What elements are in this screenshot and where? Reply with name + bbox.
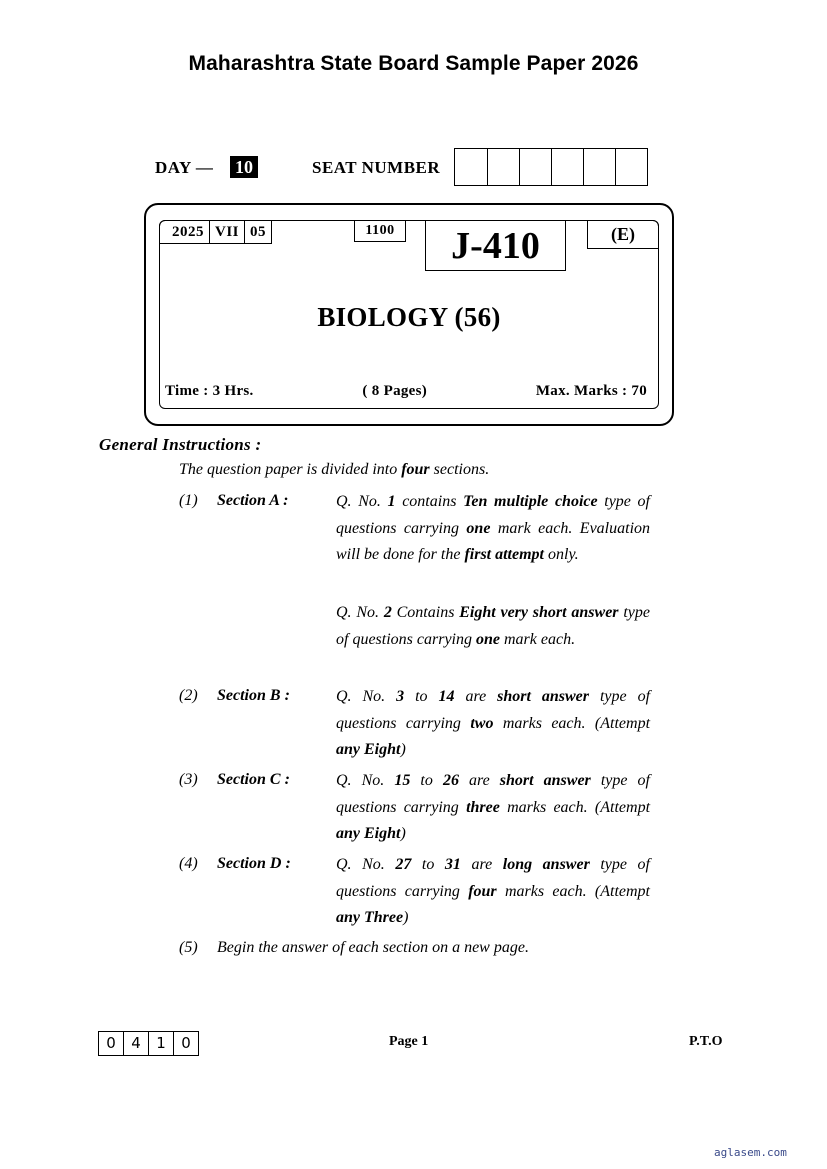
paper-code-box: J-410 — [425, 220, 566, 271]
emphasis-text: 14 — [438, 688, 455, 705]
emphasis-text: 15 — [394, 772, 411, 789]
page-title: Maharashtra State Board Sample Paper 2026 — [188, 52, 639, 75]
watermark-link[interactable]: aglasem.com — [714, 1146, 787, 1159]
text-run: type of questions carrying — [336, 493, 651, 537]
code-year: 2025 — [172, 224, 204, 240]
text-run: marks each. (Attempt — [499, 798, 651, 816]
text-run: Q. No. — [336, 493, 388, 510]
item-number: (5) — [179, 939, 198, 956]
emphasis-text: 31 — [444, 856, 461, 873]
emphasis-text: 1 — [387, 493, 396, 510]
day-number-badge: 10 — [230, 156, 258, 178]
section-label: Section D : — [217, 855, 291, 872]
code-day: 05 — [244, 221, 271, 243]
section-label: Section C : — [217, 771, 290, 788]
text-run: mark each. Evaluation will be done for the — [336, 519, 651, 563]
text-run: type of questions carrying — [336, 688, 651, 732]
text-run: ) — [400, 741, 406, 758]
text-run: only. — [544, 546, 579, 563]
emphasis-text: two — [470, 714, 494, 732]
emphasis-text: 26 — [442, 772, 459, 789]
text-run: contains — [395, 493, 464, 510]
text-run: Q. No. — [336, 604, 384, 621]
text-run: Q. No. — [336, 772, 395, 789]
section-a-part-2 — [336, 600, 650, 653]
text-run: ) — [403, 909, 409, 926]
please-turn-over: P.T.O — [689, 1034, 723, 1049]
text-run: mark each. — [500, 630, 576, 648]
intro-text-end: sections. — [429, 461, 490, 478]
emphasis-text: three — [466, 798, 500, 816]
exam-code-cells — [159, 220, 272, 244]
item-number: (4) — [179, 855, 198, 872]
seat-number-label: SEAT NUMBER — [312, 158, 441, 177]
intro-bold: four — [401, 461, 430, 478]
seat-number-box[interactable] — [455, 149, 487, 185]
emphasis-text: 27 — [395, 856, 412, 873]
text-run: Q. No. — [336, 856, 396, 873]
medium-box: (E) — [587, 220, 659, 249]
emphasis-text: any Three — [336, 909, 404, 926]
text-run: Contains — [391, 604, 460, 621]
text-run: are — [458, 772, 500, 789]
emphasis-text: short answer — [497, 688, 590, 705]
emphasis-text: any Eight — [336, 741, 401, 758]
final-instruction: Begin the answer of each section on a new page. — [217, 939, 529, 956]
emphasis-text: 2 — [383, 604, 392, 621]
text-run: type of questions carrying — [336, 856, 651, 900]
section-label: Section A : — [217, 492, 289, 509]
text-run: ) — [400, 825, 406, 842]
emphasis-text: 3 — [396, 688, 405, 705]
seat-number-box[interactable] — [583, 149, 615, 185]
section-label: Section B : — [217, 687, 290, 704]
text-run: type of questions carrying — [336, 604, 650, 648]
time-duration: Time : 3 Hrs. — [165, 383, 254, 399]
section-a-part-1 — [336, 489, 650, 569]
emphasis-text: Ten multiple choice — [463, 493, 598, 510]
page-number: Page 1 — [389, 1034, 429, 1049]
day-label: DAY — — [155, 158, 214, 177]
seat-number-box[interactable] — [487, 149, 519, 185]
item-number: (1) — [179, 492, 198, 509]
emphasis-text: one — [476, 630, 500, 648]
instructions-intro — [179, 461, 489, 479]
footer-code-boxes — [98, 1031, 199, 1056]
section-d-description — [336, 852, 650, 932]
seat-number-box[interactable] — [615, 149, 647, 185]
seat-number-box[interactable] — [551, 149, 583, 185]
emphasis-text: any Eight — [336, 825, 401, 842]
max-marks: Max. Marks : 70 — [535, 383, 647, 399]
subject-title: BIOLOGY (56) — [317, 302, 501, 332]
item-number: (3) — [179, 771, 198, 788]
footer-code-digit: 1 — [148, 1032, 173, 1055]
intro-text: The question paper is divided into — [179, 461, 402, 478]
text-run: marks each. (Attempt — [493, 714, 651, 732]
text-run: Q. No. — [336, 688, 397, 705]
page-count: ( 8 Pages) — [362, 383, 428, 399]
code-month: VII — [209, 221, 244, 243]
text-run: to — [411, 856, 445, 873]
text-run: to — [404, 688, 439, 705]
emphasis-text: first attempt — [464, 546, 544, 563]
seat-number-box[interactable] — [519, 149, 551, 185]
text-run: are — [454, 688, 498, 705]
text-run: type of questions carrying — [336, 772, 650, 816]
section-c-description — [336, 768, 650, 848]
time-code-box: 1100 — [354, 220, 406, 242]
emphasis-text: one — [466, 519, 491, 537]
text-run: marks each. (Attempt — [496, 882, 651, 900]
text-run: to — [410, 772, 443, 789]
emphasis-text: long answer — [502, 856, 590, 873]
section-b-description — [336, 684, 650, 764]
emphasis-text: short answer — [499, 772, 591, 789]
text-run: are — [460, 856, 503, 873]
emphasis-text: four — [468, 882, 497, 900]
general-instructions-heading: General Instructions : — [99, 435, 262, 454]
seat-number-boxes — [454, 148, 648, 186]
footer-code-digit: 0 — [106, 1034, 116, 1052]
exam-meta-row — [165, 383, 647, 400]
footer-code-digit: 4 — [123, 1032, 148, 1055]
emphasis-text: Eight very short answer — [459, 604, 619, 621]
item-number: (2) — [179, 687, 198, 704]
footer-code-digit: 0 — [173, 1032, 198, 1055]
